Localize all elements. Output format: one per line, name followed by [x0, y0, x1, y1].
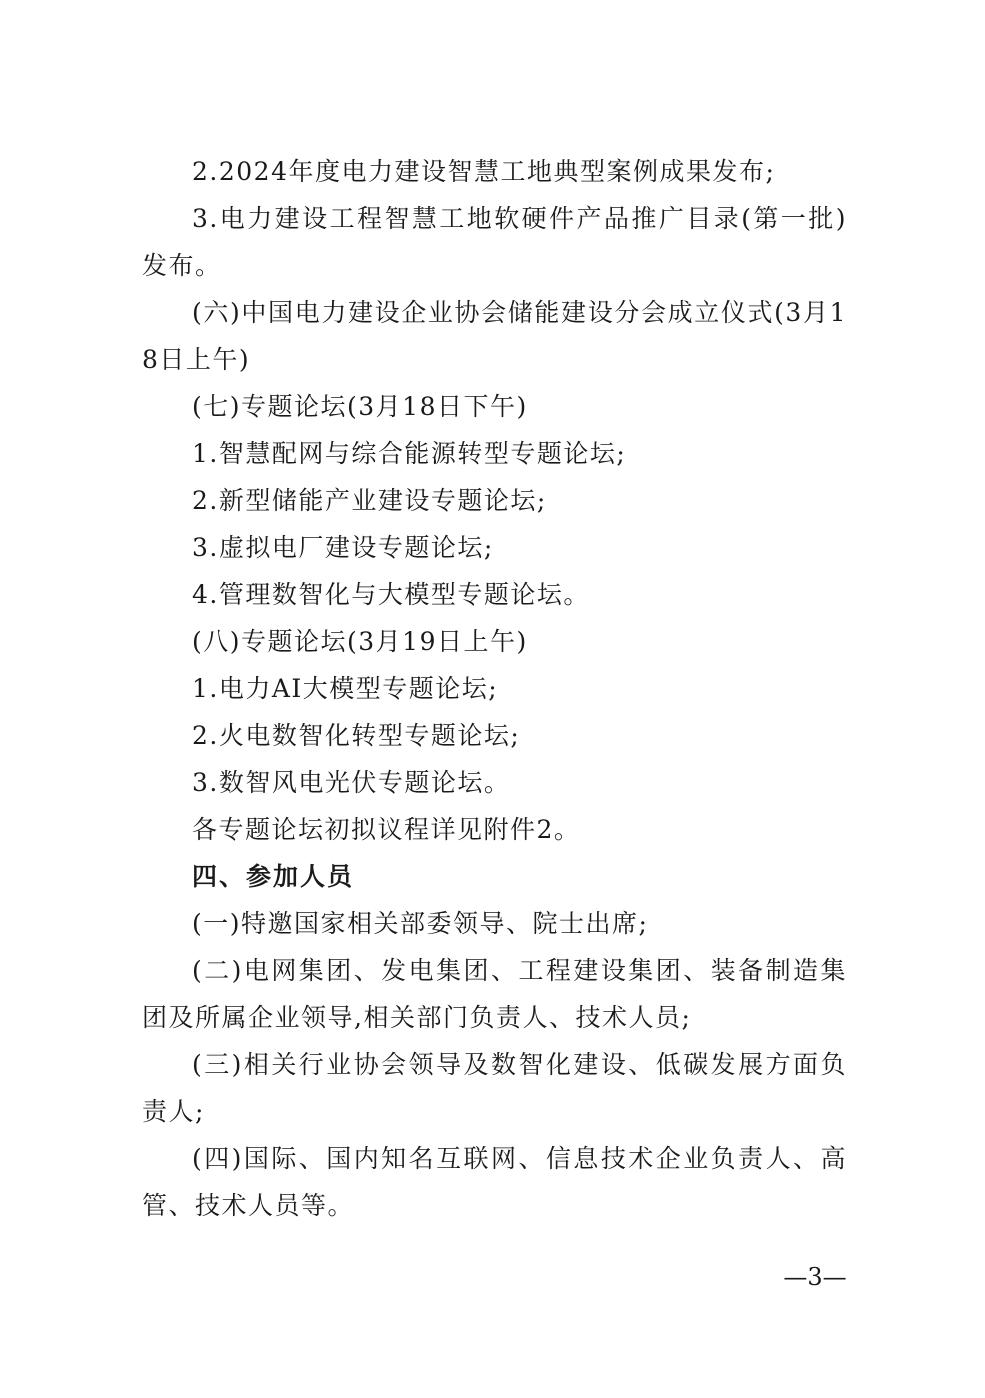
- forum-item-1: 1.智慧配网与综合能源转型专题论坛;: [192, 439, 627, 468]
- forum-item-3: 3.虚拟电厂建设专题论坛;: [192, 533, 494, 562]
- section-heading-participants: 四、参加人员: [192, 862, 355, 891]
- page-number: —3—: [783, 1263, 847, 1291]
- attachment-note: 各专题论坛初拟议程详见附件2。: [192, 815, 581, 844]
- participant-item-1: (一)特邀国家相关部委领导、院士出席;: [192, 909, 649, 938]
- section-seven-forum: (七)专题论坛(3月18日下午): [192, 392, 528, 421]
- forum-item-2: 2.新型储能产业建设专题论坛;: [192, 486, 547, 515]
- participant-item-4: (四)国际、国内知名互联网、信息技术企业负责人、高管、技术人员等。: [142, 1144, 847, 1220]
- participant-item-3: (三)相关行业协会领导及数智化建设、低碳发展方面负责人;: [142, 1050, 847, 1126]
- participant-item-2: (二)电网集团、发电集团、工程建设集团、装备制造集团及所属企业领导,相关部门负责人、技术人员;: [142, 956, 847, 1032]
- section-six-energy-storage: (六)中国电力建设企业协会储能建设分会成立仪式(3月18日上午): [142, 298, 847, 374]
- item-product-catalog: 3.电力建设工程智慧工地软硬件产品推广目录(第一批)发布。: [142, 204, 847, 280]
- forum-b-item-2: 2.火电数智化转型专题论坛;: [192, 721, 521, 750]
- forum-b-item-1: 1.电力AI大模型专题论坛;: [192, 674, 499, 703]
- section-eight-forum: (八)专题论坛(3月19日上午): [192, 627, 528, 656]
- item-2024-cases: 2.2024年度电力建设智慧工地典型案例成果发布;: [192, 157, 776, 186]
- forum-item-4: 4.管理数智化与大模型专题论坛。: [192, 580, 590, 609]
- forum-b-item-3: 3.数智风电光伏专题论坛。: [192, 768, 511, 797]
